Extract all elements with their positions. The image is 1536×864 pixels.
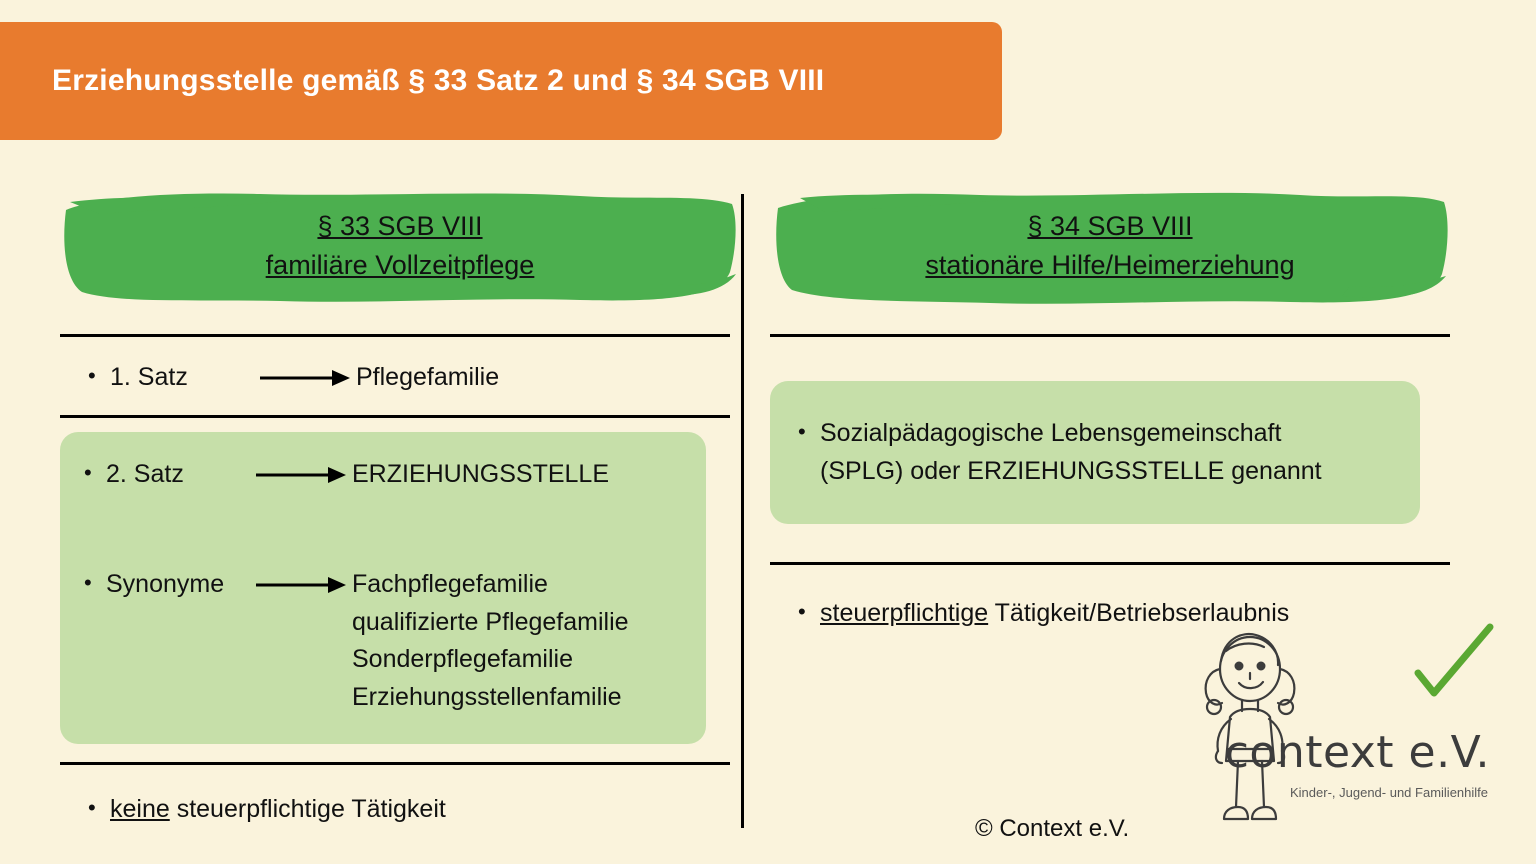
right-heading-line1: § 34 SGB VIII bbox=[1027, 210, 1193, 241]
arrow-right-icon bbox=[256, 456, 352, 494]
left-footer-rest: steuerpflichtige Tätigkeit bbox=[169, 795, 446, 823]
copyright-notice: © Context e.V. bbox=[975, 815, 1130, 842]
bullet-icon: • bbox=[798, 419, 806, 444]
left-footer-underlined: keine bbox=[110, 795, 170, 823]
left-row-satz1-term: 1. Satz bbox=[110, 363, 188, 391]
left-row-satz2-term: 2. Satz bbox=[106, 460, 184, 488]
bullet-icon: • bbox=[84, 570, 92, 595]
synonym-item: Erziehungsstellenfamilie bbox=[352, 682, 622, 711]
left-heading-line1: § 33 SGB VIII bbox=[317, 210, 483, 241]
synonym-item: Sonderpflegefamilie bbox=[352, 645, 573, 673]
right-panel-text bbox=[820, 415, 1392, 490]
right-panel-row bbox=[798, 415, 1392, 490]
check-icon bbox=[1418, 627, 1490, 693]
left-heading-brush bbox=[60, 180, 740, 312]
column-paragraph-34 bbox=[770, 180, 1450, 633]
right-panel-line1: Sozialpädagogische Lebensgemeinschaft bbox=[820, 419, 1282, 447]
left-footer-text bbox=[110, 791, 446, 829]
left-rule-mid bbox=[60, 415, 730, 418]
right-heading-brush bbox=[770, 180, 1450, 312]
bullet-icon: • bbox=[88, 795, 96, 820]
left-row-satz2-value: ERZIEHUNGSSTELLE bbox=[352, 460, 610, 488]
right-heading-line2: stationäre Hilfe/Heimerziehung bbox=[925, 250, 1295, 280]
left-row-satz2 bbox=[84, 456, 682, 494]
bullet-icon: • bbox=[798, 599, 806, 624]
left-row-synonyme-values bbox=[352, 566, 682, 716]
left-highlight-panel bbox=[60, 432, 706, 744]
right-rule-bottom bbox=[770, 562, 1450, 565]
right-rule-top bbox=[770, 334, 1450, 337]
right-highlight-panel bbox=[770, 381, 1420, 524]
left-row-synonyme-term: Synonyme bbox=[106, 570, 225, 598]
left-rule-bottom bbox=[60, 762, 730, 765]
context-logo bbox=[1190, 621, 1500, 836]
left-row-satz1 bbox=[60, 359, 740, 397]
page-title: Erziehungsstelle gemäß § 33 Satz 2 und § 34 SGB VIII bbox=[52, 64, 825, 97]
column-paragraph-33 bbox=[60, 180, 740, 829]
right-panel-line2: (SPLG) oder ERZIEHUNGSSTELLE genannt bbox=[820, 456, 1322, 485]
bullet-icon: • bbox=[88, 363, 96, 388]
arrow-right-icon bbox=[260, 359, 356, 397]
arrow-right-icon bbox=[256, 566, 352, 604]
left-heading-text bbox=[60, 180, 740, 312]
logo-wordmark: context e.V. bbox=[1224, 727, 1490, 778]
logo-subtitle: Kinder-, Jugend- und Familienhilfe bbox=[1290, 785, 1488, 800]
bullet-icon: • bbox=[84, 460, 92, 485]
right-heading-text bbox=[770, 180, 1450, 312]
right-footer-underlined: steuerpflichtige bbox=[820, 599, 989, 627]
right-footer-rest: Tätigkeit/Betriebserlaubnis bbox=[988, 599, 1290, 627]
synonym-item: Fachpflegefamilie bbox=[352, 570, 548, 598]
title-bar bbox=[0, 22, 1002, 140]
left-rule-top bbox=[60, 334, 730, 337]
left-heading-line2: familiäre Vollzeitpflege bbox=[265, 250, 535, 280]
left-row-satz1-value: Pflegefamilie bbox=[356, 363, 500, 391]
left-row-synonyme bbox=[84, 566, 682, 716]
synonym-item: qualifizierte Pflegefamilie bbox=[352, 607, 629, 636]
left-footer-row bbox=[60, 791, 740, 829]
